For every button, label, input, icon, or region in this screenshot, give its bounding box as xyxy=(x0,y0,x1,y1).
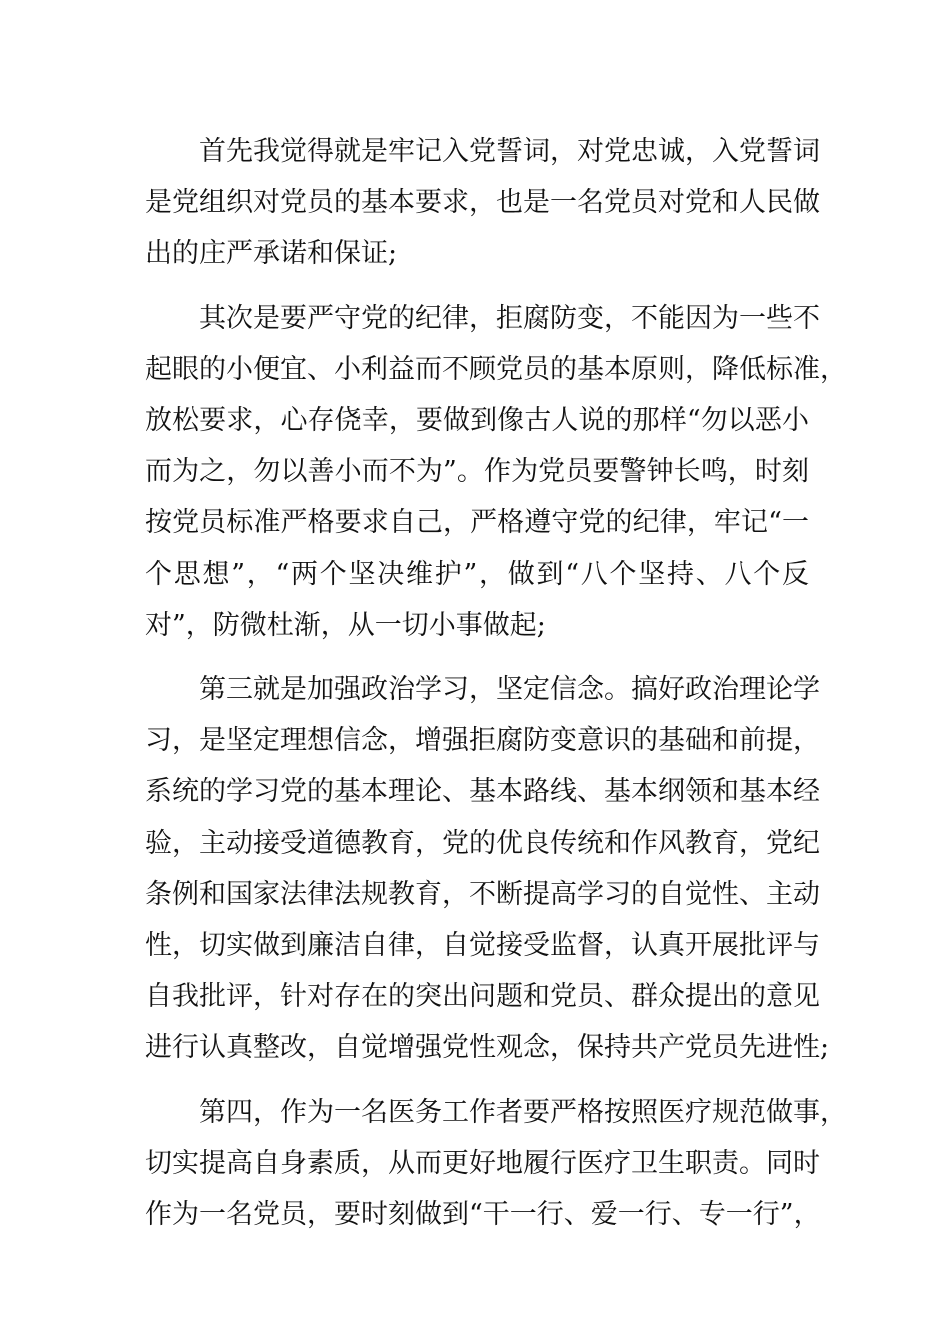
text-line: 验，主动接受道德教育，党的优良传统和作风教育，党纪 xyxy=(145,827,820,859)
paragraph-discipline xyxy=(145,293,847,651)
paragraph-study xyxy=(145,664,830,1074)
paragraph-oath xyxy=(145,126,820,280)
text-line: 条例和国家法律法规教育，不断提高学习的自觉性、主动 xyxy=(145,878,820,910)
text-line: 第四，作为一名医务工作者要严格按照医疗规范做事， xyxy=(199,1096,847,1128)
text-line: 起眼的小便宜、小利益而不顾党员的基本原则，降低标准， xyxy=(145,353,847,385)
text-line: 而为之，勿以善小而不为”。作为党员要警钟长鸣，时刻 xyxy=(145,456,809,488)
text-line: 习，是坚定理想信念，增强拒腐防变意识的基础和前提， xyxy=(145,725,820,757)
text-line: 第三就是加强政治学习，坚定信念。搞好政治理论学 xyxy=(199,674,820,706)
text-line: 放松要求，心存侥幸，要做到像古人说的那样“勿以恶小 xyxy=(145,405,809,437)
text-line: 是党组织对党员的基本要求，也是一名党员对党和人民做 xyxy=(145,187,820,219)
text-line: 对”，防微杜渐，从一切小事做起; xyxy=(145,609,546,641)
text-line: 出的庄严承诺和保证; xyxy=(145,238,398,270)
text-line: 进行认真整改，自觉增强党性观念，保持共产党员先进性; xyxy=(145,1032,830,1064)
text-line: 个思想”，“两个坚决维护”，做到“八个坚持、八个反 xyxy=(145,558,809,590)
text-line: 自我批评，针对存在的突出问题和党员、群众提出的意见 xyxy=(145,981,820,1013)
text-line: 切实提高自身素质，从而更好地履行医疗卫生职责。同时 xyxy=(145,1147,820,1179)
text-line: 按党员标准严格要求自己，严格遵守党的纪律，牢记“一 xyxy=(145,507,809,539)
paragraph-medical-work xyxy=(145,1087,847,1241)
text-line: 首先我觉得就是牢记入党誓词，对党忠诚，入党誓词 xyxy=(199,136,820,167)
text-line: 其次是要严守党的纪律，拒腐防变，不能因为一些不 xyxy=(199,302,820,334)
text-line: 作为一名党员，要时刻做到“干一行、爱一行、专一行”， xyxy=(145,1199,821,1231)
text-line: 系统的学习党的基本理论、基本路线、基本纲领和基本经 xyxy=(145,776,820,808)
document-page xyxy=(145,126,847,1253)
text-line: 性，切实做到廉洁自律，自觉接受监督，认真开展批评与 xyxy=(145,930,820,962)
